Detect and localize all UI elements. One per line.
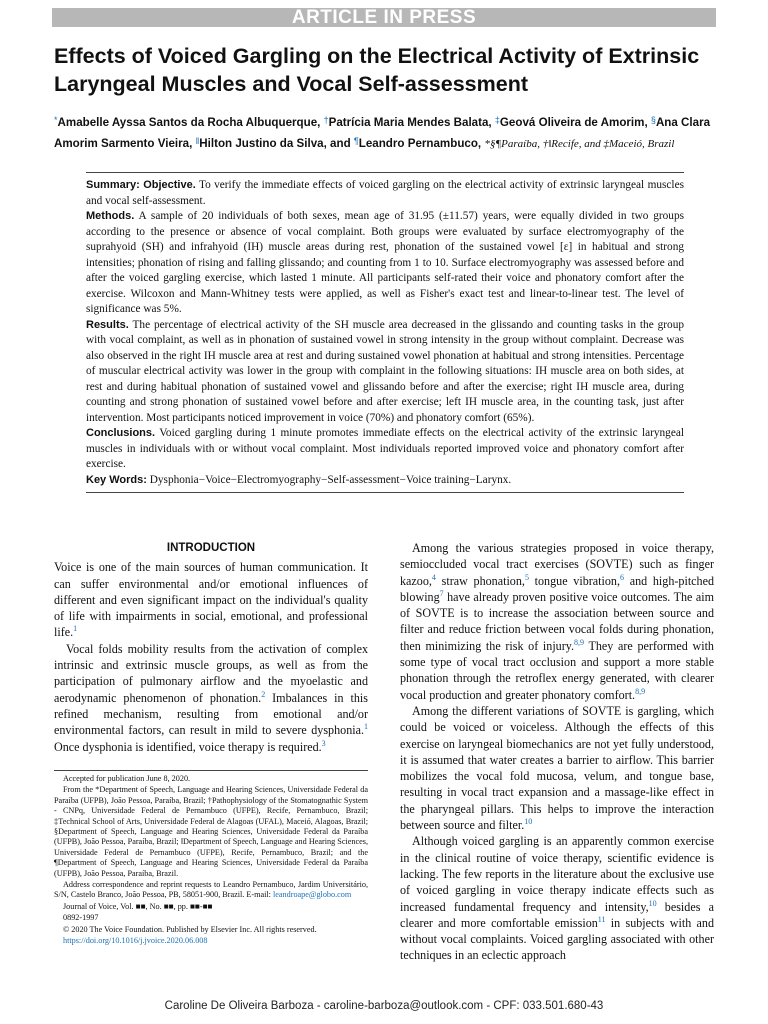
author-mark: ¶ [353,136,359,146]
footnote-affiliations: From the *Department of Speech, Language and Hearing Sciences, Universidade Federal da Paraíba (UFPB), João Pessoa, Paraíba, Brazil; †Pathophysiology of the Stomatognathic System - CNPq, Universidade Federal de Pernambuco (UFPE), Recife, Pernambuco, Brazil; ‡Technical School of Arts, Universidade Federal de Alagoas (UFAL), Maceió, Alagoas, Brazil; §Department of Speech, Language and Hearing Sciences, Universidade Federal da Paraíba (UFPB), João Pessoa, Paraíba, Brazil; ‖Department of Speech, Language and Hearing Sciences, Universidade Federal de Pernambuco (UFPE), Recife, Pernambuco, Brazil; and the ¶Department of Speech, Language and Hearing Sciences, Universidade Federal da Paraíba (UFPB), João Pessoa, Paraíba, Brazil. [54,785,368,878]
author-name: Leandro Pernambuco, [358,137,482,150]
author-name: Amabelle Ayssa Santos da Rocha Albuquerque, [57,116,321,129]
footnote-accepted: Accepted for publication June 8, 2020. [63,774,191,783]
paragraph-text: tongue vibration, [528,573,620,588]
paragraph-text: Voice is one of the main sources of human communication. It can suffer environmental and/or emotional influences of different and even significant impact on the individual's quality of life with impairments in social, emotional, and professional life. [54,560,368,640]
author-mark: † [323,115,329,125]
methods-text: A sample of 20 individuals of both sexes, mean age of 31.95 (±11.57) years, were equally divided in two groups according to the presence or absence of vocal complaint. Both groups were evaluated by surface electromyography of the suprahyoid (SH) and infrahyoid (IH) muscle areas during rest, phonation of the sustained vowel [ɛ] in habitual and strong intensities; phonation of rising and falling glissando; and counting from 1 to 10. Surface electromyography was assessed before and after the voiced gargling exercise, which lasted 1 minute. All participants self-rated their voice and phonatory comfort after the exercise. Wilcoxon and Mann-Whitney tests were applied, as well as Fisher's exact test and linear-to-linear test. The level of significance was 5%. [86,210,684,315]
paragraph-text: straw phonation, [435,573,525,588]
citation-link[interactable]: 10 [524,817,533,827]
citation-link[interactable]: 5 [524,572,529,582]
doi-link[interactable]: https://doi.org/10.1016/j.jvoice.2020.06.008 [63,936,208,946]
abstract-objective [86,178,684,209]
body-paragraph [400,833,714,963]
abstract-box [86,172,684,493]
paragraph-text: Although voiced gargling is an apparently common exercise in the clinical routine of voice therapy, scientific evidence is lacking. The few reports in the literature about the exclusive use of voiced gargling in voice therapy indicate effects such as increased fundamental frequency and intensity, [400,834,714,914]
paragraph-text: Among the various strategies proposed in voice therapy, semioccluded vocal tract exercises (SOVTE) such as finger kazoo, [400,541,714,588]
footnote-issn: 0892-1997 [63,913,99,923]
author-list [54,111,718,153]
paragraph-text: They are performed with some type of vocal tract occlusion and support a more stable phonation through the retroflex energy generated, with clearer vocal production and greater phonatory comfort. [400,638,714,702]
author-name: Geová Oliveira de Amorim, [499,116,648,129]
author-mark: § [650,115,656,125]
paragraph-text: in subjects with and without vocal complaints. Voiced gargling associated with other techniques in an eclectic approach [400,915,714,963]
paragraph-text: Among the different variations of SOVTE is gargling, which could be voiced or voiceless. Although the effects of this exercise on laryngeal biomechanics are not yet fully understood, it is assumed that water creates a barrier to airflow. This barrier mobilizes the vocal fold mucosa, velum, and tongue base, resulting in vocal tract expansion and a massage-like effect in the pharyngeal pillars. This helps to improve the interaction between source and filter. [400,703,714,833]
citation-link[interactable]: 8,9 [635,686,646,696]
article-in-press-banner [52,8,716,27]
author-name: Ana Clara Amorim Sarmento Vieira, [54,116,711,150]
download-watermark: Caroline De Oliveira Barboza - caroline-barboza@outlook.com - CPF: 033.501.680-43 [164,1000,604,1012]
paragraph-text: besides a clearer and more comfortable emission [400,899,714,930]
paragraph-text: Once dysphonia is identified, voice therapy is required. [54,739,322,754]
objective-text: To verify the immediate effects of voiced gargling on the electrical activity of extrinsic laryngeal muscles and vocal self-assessment. [86,179,684,207]
citation-link[interactable]: 1 [73,624,78,634]
results-text: The percentage of electrical activity of the SH muscle area decreased in the glissando and counting tasks in the group with vocal complaint, as well as in phonation of sustained vowel in strong intensity in the group without complaint. Decrease was also observed in the right IH muscle area at rest and during sustained vowel phonation at habitual and strong intensities. Percentage of muscular electrical activity was lower in the group with complaint in the following situations: IH muscle area on both sides, at rest and during habitual phonation of sustained vowel and glissando before and after the exercise; right IH muscle area, during counting and strong phonation of sustained vowel before and after exercise; left IH muscle area, in the counting task, just after intervention. Most participants noticed improvement in voice (70%) and phonatory comfort (65%). [86,318,684,424]
banner-text: ARTICLE IN PRESS [291,7,477,28]
abstract-keywords [86,473,684,489]
citation-link[interactable]: 11 [597,914,606,924]
email-link[interactable]: leandroape@globo.com [273,890,352,900]
section-heading-introduction: INTRODUCTION [166,542,256,554]
methods-label: Methods. [86,210,135,222]
keywords-text: Dysphonia−Voice−Electromyography−Self-assessment−Voice training−Larynx. [149,473,512,486]
citation-link[interactable]: 1 [364,722,368,732]
footnote-journal: Journal of Voice, Vol. ■■, No. ■■, pp. ■■-■■ [63,901,213,911]
keywords-label: Key Words: [86,473,147,486]
right-column [400,540,714,964]
intro-paragraph [54,641,368,755]
author-affiliations: *§¶Paraíba, †‖Recife, and ‡Maceió, Brazil [484,138,675,150]
body-paragraph [400,540,714,703]
citation-link[interactable]: 4 [431,572,436,582]
paragraph-text: Imbalances in this refined mechanism, resulting from emotional and/or environmental factors, can result in mild to severe dysphonia. [54,690,368,738]
footnote-address [54,880,368,901]
results-label: Results. [86,318,129,331]
body-paragraph [400,703,714,833]
left-column [54,540,368,755]
abstract-methods [86,209,684,318]
address-text: Address correspondence and reprint requests to Leandro Pernambuco, Jardim Universitário, S/N, Castelo Branco, João Pessoa, PB, 58051-900, Brazil. E-mail: [54,880,368,900]
author-mark: * [54,115,58,125]
author-mark: ‡ [494,115,500,125]
objective-label: Objective. [143,179,196,191]
citation-link[interactable]: 10 [648,898,657,908]
paragraph-text: Vocal folds mobility results from the activation of complex intrinsic and extrinsic muscle groups, as well as from the participation of pulmonary airflow and the myoelastic and aerodynamic phenomenon of phonation. [54,641,368,705]
footnotes [54,770,368,948]
conclusions-text: Voiced gargling during 1 minute promotes immediate effects on the electrical activity of the extrinsic laryngeal muscles in individuals with or without vocal complaint. Most individuals reported improved voice and phonatory comfort after exercise. [86,427,684,470]
conclusions-label: Conclusions. [86,427,156,439]
citation-link[interactable]: 2 [261,689,266,699]
intro-paragraph [54,559,368,640]
abstract-conclusions [86,426,684,473]
paragraph-text: have already proven positive voice outcomes. The aim of SOVTE is to increase the association between source and filter and reduce friction between vocal folds during phonation, then minimizing the risk of injury. [400,589,714,653]
author-name: Hilton Justino da Silva, and [199,137,351,150]
author-mark: ‖ [195,136,200,146]
citation-link[interactable]: 8,9 [574,637,585,647]
citation-link[interactable]: 6 [619,572,624,582]
article-title: Effects of Voiced Gargling on the Electrical Activity of Extrinsic Laryngeal Muscles and Vocal Self-assessment [54,44,700,96]
citation-link[interactable]: 3 [321,738,326,748]
summary-label: Summary: [86,179,140,191]
footnote-copyright: © 2020 The Voice Foundation. Published by Elsevier Inc. All rights reserved. [63,924,317,934]
abstract-results [86,318,684,427]
author-name: Patrícia Maria Mendes Balata, [328,116,492,129]
paragraph-text: and high-pitched blowing [400,573,715,604]
citation-link[interactable]: 7 [439,588,444,598]
